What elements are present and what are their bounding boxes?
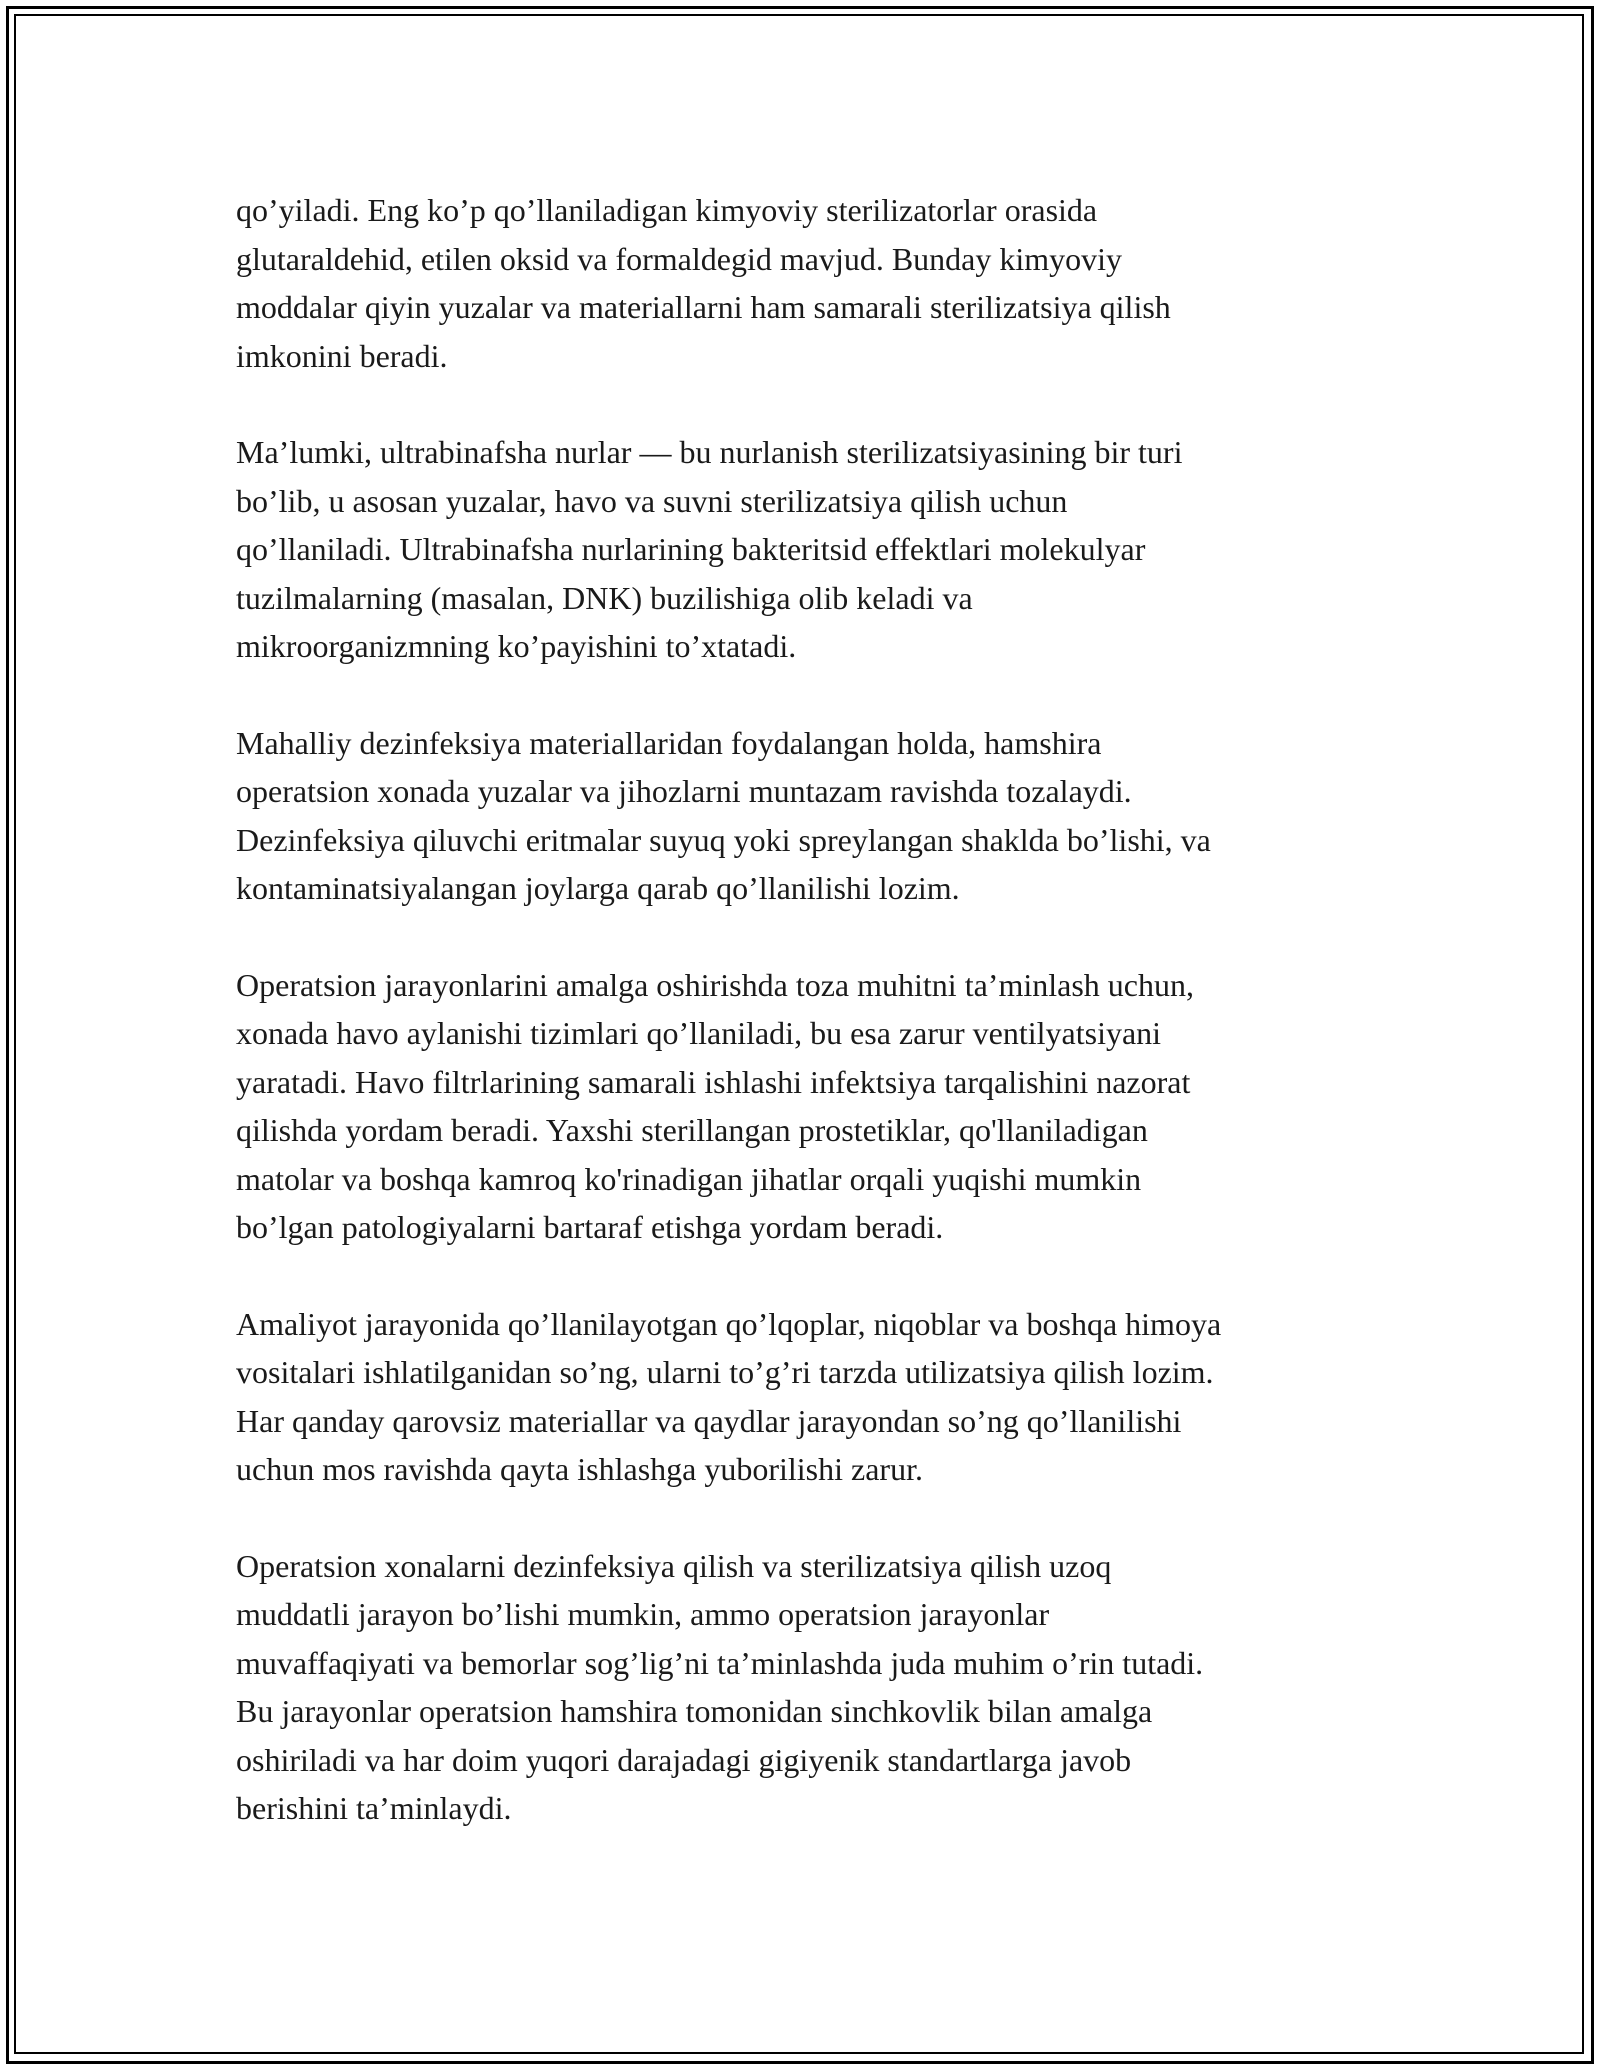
- paragraph-4: Operatsion jarayonlarini amalga oshirishda toza muhitni ta’minlash uchun, xonada havo aylanishi tizimlari qo’llaniladi, bu esa zarur ventilyatsiyani yaratadi. Havo filtrlarining samarali ishlashi infektsiya tarqalishini nazorat qilishda yordam beradi. Yaxshi sterillangan prostetiklar, qo'llaniladigan matolar va boshqa kamroq ko'rinadigan jihatlar orqali yuqishi mumkin bo’lgan patologiyalarni bartaraf etishga yordam beradi.: [236, 966, 1194, 1245]
- document-body: [236, 186, 1376, 1881]
- paragraph-5: Amaliyot jarayonida qo’llanilayotgan qo’lqoplar, niqoblar va boshqa himoya vositalari ishlatilganidan so’ng, ularni to’g’ri tarzda utilizatsiya qilish lozim. Har qanday qarovsiz materiallar va qaydlar jarayondan so’ng qo’llanilishi uchun mos ravishda qayta ishlashga yuborilishi zarur.: [236, 1305, 1222, 1487]
- paragraph-6: Operatsion xonalarni dezinfeksiya qilish va sterilizatsiya qilish uzoq muddatli jarayon bo’lishi mumkin, ammo operatsion jarayonlar muvaffaqiyati va bemorlar sog’lig’ni ta’minlashda juda muhim o’rin tutadi. Bu jarayonlar operatsion hamshira tomonidan sinchkovlik bilan amalga oshiriladi va har doim yuqori darajadagi gigiyenik standartlarga javob berishini ta’minlaydi.: [236, 1547, 1204, 1826]
- paragraph-2: Ma’lumki, ultrabinafsha nurlar — bu nurlanish sterilizatsiyasining bir turi bo’lib, u asosan yuzalar, havo va suvni sterilizatsiya qilish uchun qo’llaniladi. Ultrabinafsha nurlarining bakteritsid effektlari molekulyar tuzilmalarning (masalan, DNK) buzilishiga olib keladi va mikroorganizmning ko’payishini to’xtatadi.: [236, 434, 1183, 664]
- paragraph-1: qo’yiladi. Eng ko’p qo’llaniladigan kimyoviy sterilizatorlar orasida glutaraldehid, etilen oksid va formaldegid mavjud. Bunday kimyoviy moddalar qiyin yuzalar va materiallarni ham samarali sterilizatsiya qilish imkonini beradi.: [236, 192, 1171, 374]
- paragraph-3: Mahalliy dezinfeksiya materiallaridan foydalangan holda, hamshira operatsion xonada yuzalar va jihozlarni muntazam ravishda tozalaydi. Dezinfeksiya qiluvchi eritmalar suyuq yoki spreylangan shaklda bo’lishi, va kontaminatsiyalangan joylarga qarab qo’llanilishi lozim.: [236, 724, 1211, 906]
